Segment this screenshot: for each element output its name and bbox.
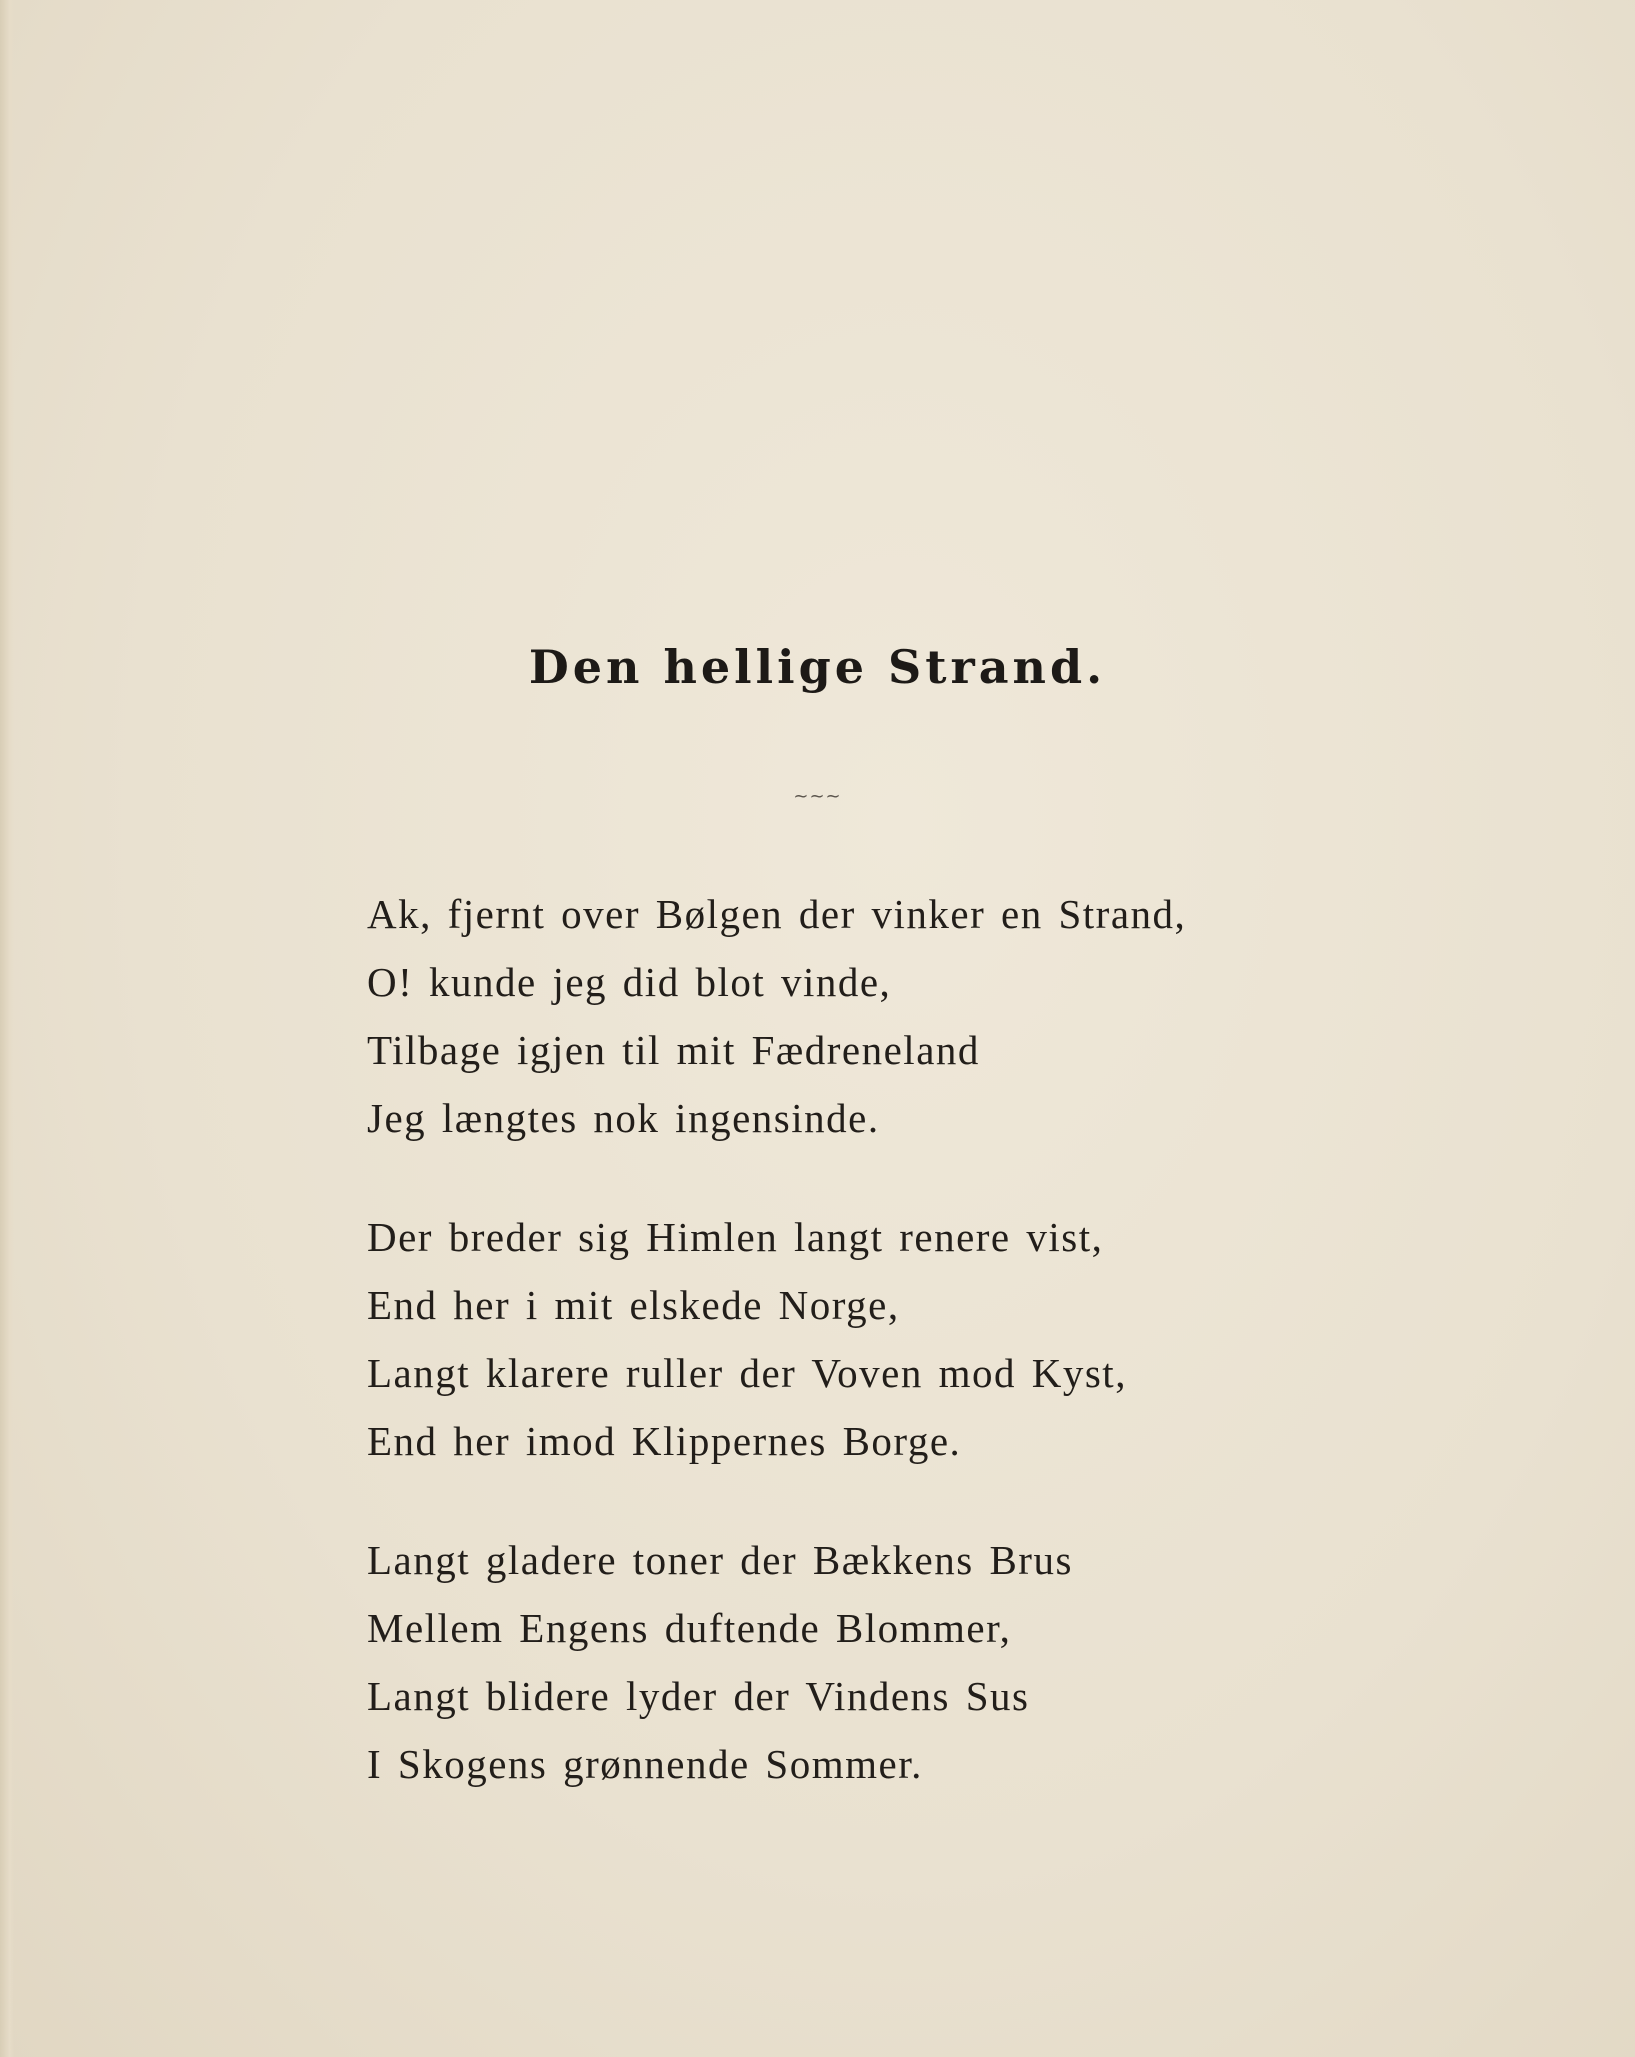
stanza [367,880,1367,1152]
poem-line: Der breder sig Himlen langt renere vist, [367,1214,1104,1260]
poem-line: Mellem Engens duftende Blommer, [367,1605,1012,1651]
stanza [367,1203,1367,1475]
poem-line: I Skogens grønnende Sommer. [367,1741,923,1787]
poem-line: Tilbage igjen til mit Fædreneland [367,1027,980,1073]
poem-line: Ak, fjernt over Bølgen der vinker en Strand, [367,891,1187,937]
title-ornament: ~~~ [793,786,842,807]
poem-line: Langt blidere lyder der Vindens Sus [367,1673,1030,1719]
page-edge [0,0,14,2057]
poem-line: Jeg længtes nok ingensinde. [367,1095,880,1141]
poem-title: Den hellige Strand. [528,640,1107,694]
poem-body [367,880,1367,1849]
poem-line: End her imod Klippernes Borge. [367,1418,962,1464]
poem-line: Langt gladere toner der Bækkens Brus [367,1537,1073,1583]
poem-line: End her i mit elskede Norge, [367,1282,900,1328]
poem-line: O! kunde jeg did blot vinde, [367,959,892,1005]
poem-line: Langt klarere ruller der Voven mod Kyst, [367,1350,1127,1396]
stanza [367,1526,1367,1798]
